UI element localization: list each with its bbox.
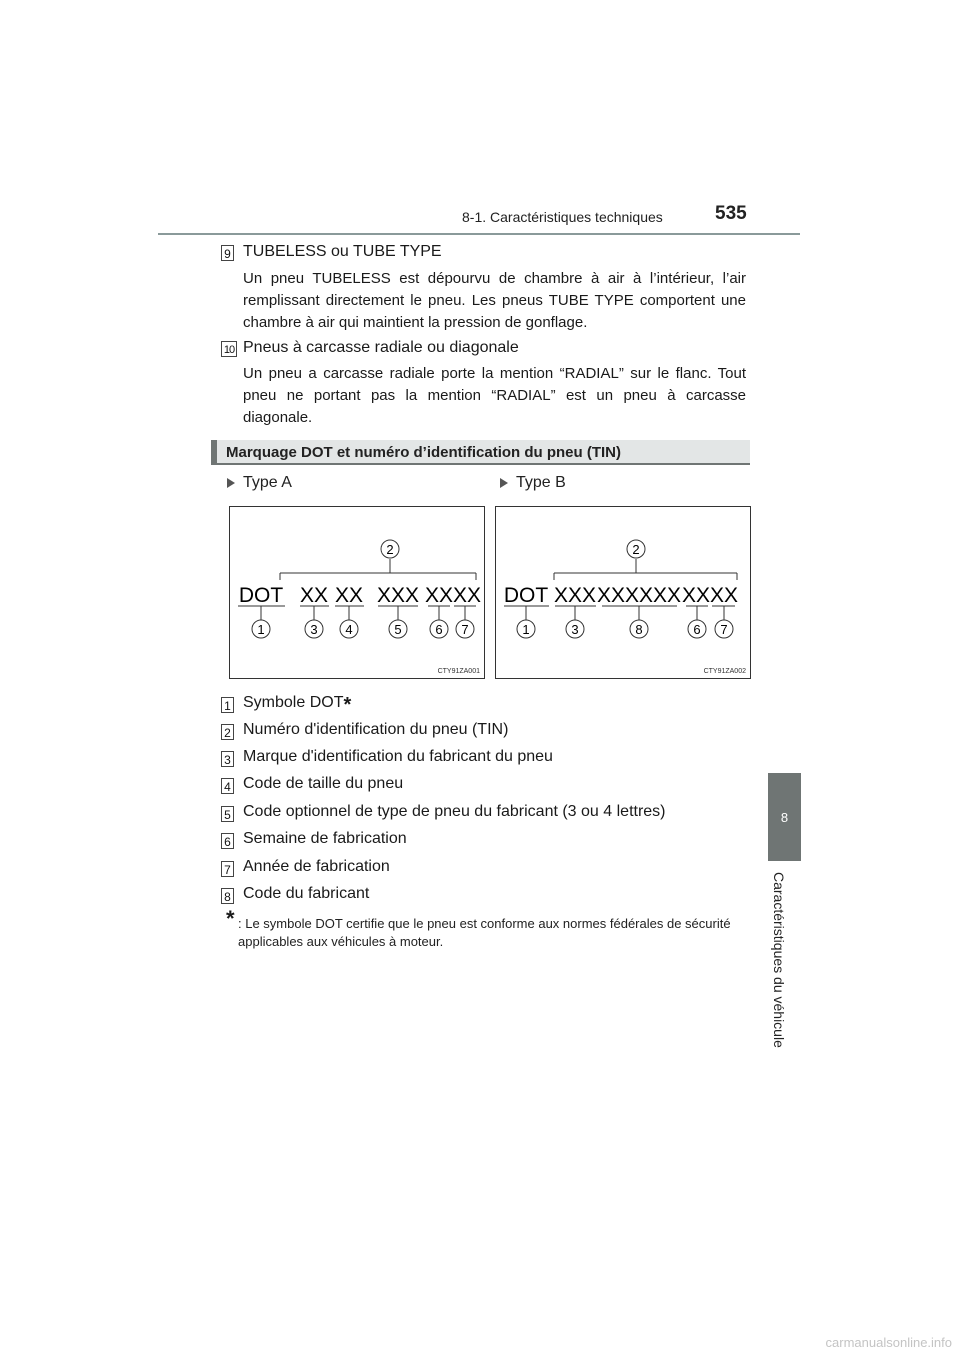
segment-date: XXXX	[424, 584, 482, 607]
segment-dot: DOT	[503, 584, 549, 607]
footnote-marker: *	[226, 906, 235, 931]
legend-badge: 4	[221, 778, 234, 794]
figure-code: CTY91ZA001	[437, 668, 480, 675]
legend-badge: 3	[221, 751, 234, 767]
figure-type-a	[229, 506, 485, 679]
segment-manufacturer: XX	[299, 584, 329, 607]
footnote-star-icon: *	[343, 694, 352, 716]
legend-badge: 2	[221, 724, 234, 740]
callout-6: 6	[435, 622, 443, 637]
callout-7: 7	[720, 622, 728, 637]
item-body: Un pneu TUBELESS est dépourvu de chambre à air à l’intérieur, l’air remplissant directement le pneu. Les pneus TUBE TYPE comportent une chambre à air qui maintient la pression de gonflage.	[243, 270, 746, 331]
callout-8: 8	[635, 622, 643, 637]
item-body: Un pneu a carcasse radiale porte la mention “RADIAL” sur le flanc. Tout pneu ne portant pas la mention “RADIAL” est un pneu à carcasse diagonale.	[243, 365, 746, 426]
legend-badge: 5	[221, 806, 234, 822]
callout-2: 2	[632, 542, 640, 557]
callout-6: 6	[693, 622, 701, 637]
triangle-bullet-icon	[227, 478, 235, 488]
callout-1: 1	[257, 622, 265, 637]
footnote-text: : Le symbole DOT certifie que le pneu est conforme aux normes fédérales de sécurité applicables aux véhicules à moteur.	[238, 916, 731, 949]
chapter-label: Caractéristiques du véhicule	[771, 872, 787, 1048]
legend-badge: 8	[221, 888, 234, 904]
segment-optional: XXX	[376, 584, 420, 607]
segment-manufacturer: XXX	[553, 584, 597, 607]
callout-2: 2	[386, 542, 394, 557]
legend-badge: 7	[221, 861, 234, 877]
diagram-type-a	[230, 507, 484, 678]
callout-4: 4	[345, 622, 353, 637]
section-title: Marquage DOT et numéro d’identification du pneu (TIN)	[226, 444, 621, 461]
segment-dot: DOT	[238, 584, 284, 607]
header-rule	[158, 233, 800, 235]
section-header: 8-1. Caractéristiques techniques	[462, 209, 663, 225]
type-a-label: Type A	[227, 474, 292, 492]
legend-item: Numéro d'identification du pneu (TIN)	[243, 721, 509, 738]
item-title: TUBELESS ou TUBE TYPE	[243, 243, 442, 260]
item-title: Pneus à carcasse radiale ou diagonale	[243, 339, 519, 356]
segment-date: XXXX	[681, 584, 739, 607]
legend-item: Code du fabricant	[243, 885, 370, 902]
legend-item: Année de fabrication	[243, 858, 390, 875]
watermark: carmanualsonline.info	[825, 1335, 952, 1350]
figure-type-b	[495, 506, 751, 679]
segment-manufacturer-code: XXXXXX	[596, 584, 682, 607]
callout-5: 5	[394, 622, 402, 637]
triangle-bullet-icon	[500, 478, 508, 488]
legend-badge: 6	[221, 833, 234, 849]
callout-7: 7	[461, 622, 469, 637]
legend-item: Marque d'identification du fabricant du pneu	[243, 748, 553, 765]
callout-1: 1	[522, 622, 530, 637]
chapter-tab: 8	[768, 773, 801, 861]
segment-size: XX	[334, 584, 364, 607]
legend-item: Semaine de fabrication	[243, 830, 407, 847]
callout-3: 3	[310, 622, 318, 637]
item-badge: 10	[221, 341, 237, 357]
legend-badge: 1	[221, 697, 234, 713]
type-b-label: Type B	[500, 474, 566, 492]
callout-3: 3	[571, 622, 579, 637]
legend-item: Code optionnel de type de pneu du fabricant (3 ou 4 lettres)	[243, 803, 666, 820]
diagram-type-b	[496, 507, 750, 678]
figure-code: CTY91ZA002	[703, 668, 746, 675]
item-badge: 9	[221, 245, 234, 261]
legend-item: Symbole DOT*	[243, 694, 352, 716]
page-number: 535	[715, 203, 747, 224]
legend-item: Code de taille du pneu	[243, 775, 404, 792]
